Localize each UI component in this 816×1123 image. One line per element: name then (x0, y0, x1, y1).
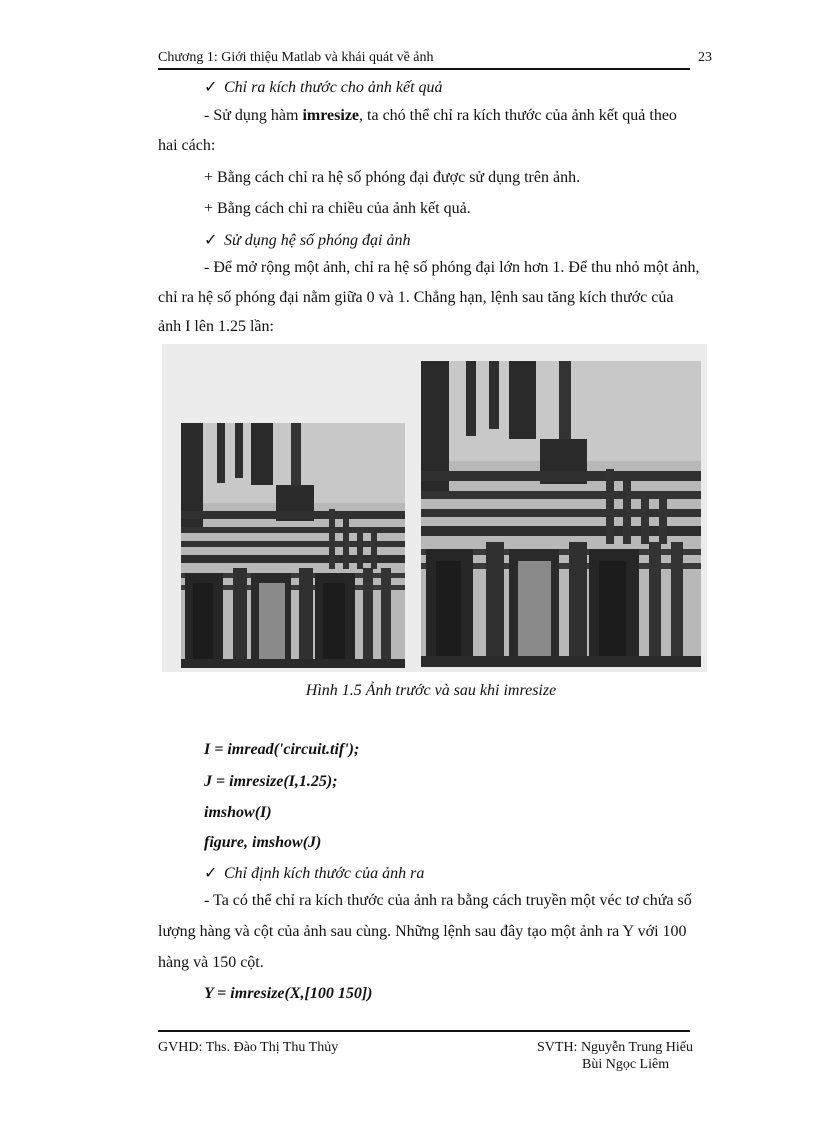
footer-rule (158, 1030, 690, 1032)
paragraph-line: hai cách: (158, 137, 216, 154)
code-line: Y = imresize(X,[100 150]) (204, 985, 373, 1002)
checkmark-icon: ✓ (204, 79, 218, 96)
paragraph-line: hàng và 150 cột. (158, 954, 264, 971)
bullet-item: + Bằng cách chỉ ra chiều của ảnh kết quả. (204, 200, 471, 217)
text-run: - Sử dụng hàm imresize, ta chó thể chỉ ra kích thước của ảnh kết quả theo (204, 107, 677, 124)
code-line: I = imread('circuit.tif'); (204, 741, 360, 758)
function-name: imresize (302, 107, 360, 124)
checkmark-icon: ✓ (204, 865, 218, 882)
circuit-image-original (181, 423, 405, 668)
chapter-title: Chương 1: Giới thiệu Matlab và khái quát về ảnh (158, 50, 434, 65)
page-header (158, 50, 712, 66)
circuit-image-resized (421, 361, 701, 667)
checkmark-icon: ✓ (204, 232, 218, 249)
page-number: 23 (698, 50, 712, 65)
code-line: figure, imshow(J) (204, 834, 322, 851)
student-name-1: SVTH: Nguyễn Trung Hiếu (537, 1040, 693, 1055)
section-heading-output-size: ✓ Chỉ ra kích thước cho ảnh kết quả (204, 79, 443, 96)
figure-caption: Hình 1.5 Ảnh trước và sau khi imresize (305, 682, 557, 699)
paragraph-line (204, 107, 710, 125)
advisor-name: GVHD: Ths. Đào Thị Thu Thủy (158, 1040, 339, 1055)
paragraph-line: - Để mở rộng một ảnh, chỉ ra hệ số phóng đại lớn hơn 1. Để thu nhỏ một ảnh, (204, 259, 700, 276)
section-heading-scale-factor: ✓ Sử dụng hệ số phóng đại ảnh (204, 232, 411, 249)
code-line: imshow(I) (204, 804, 272, 821)
code-line: J = imresize(I,1.25); (204, 773, 338, 790)
paragraph-line: chỉ ra hệ số phóng đại nằm giữa 0 và 1. Chẳng hạn, lệnh sau tăng kích thước của (158, 289, 674, 306)
paragraph-line: - Ta có thể chỉ ra kích thước của ảnh ra bằng cách truyền một véc tơ chứa số (204, 892, 692, 909)
section-heading-output-dims: ✓ Chỉ định kích thước của ảnh ra (204, 865, 425, 882)
bullet-item: + Bằng cách chỉ ra hệ số phóng đại được sử dụng trên ảnh. (204, 169, 581, 186)
header-rule (158, 68, 690, 70)
student-name-2: Bùi Ngọc Liêm (582, 1057, 670, 1072)
paragraph-line: ảnh I lên 1.25 lần: (158, 318, 274, 335)
paragraph-line: lượng hàng và cột của ảnh sau cùng. Những lệnh sau đây tạo một ảnh ra Y với 100 (158, 923, 687, 940)
